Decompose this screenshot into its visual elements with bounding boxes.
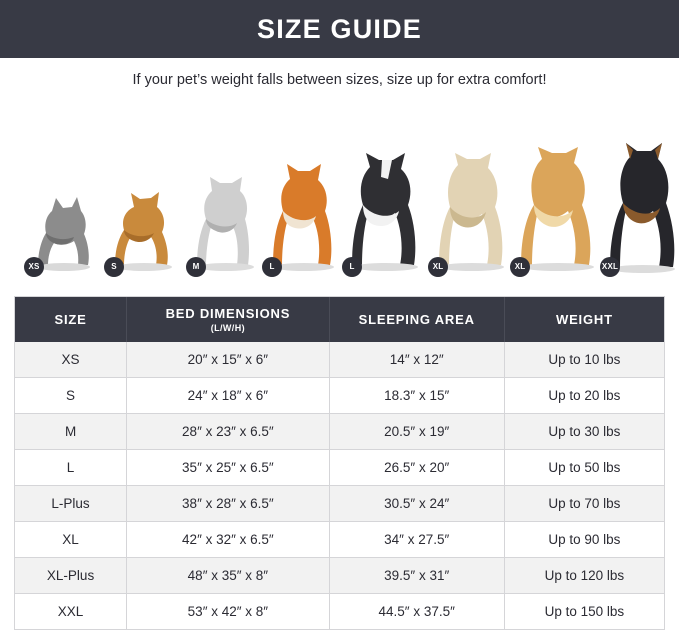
cell-sleeping-area: 44.5″ x 37.5″ [329, 594, 504, 630]
column-header-sleeping-area-label: SLEEPING AREA [358, 312, 475, 327]
cell-dimensions: 53″ x 42″ x 8″ [127, 594, 329, 630]
cell-dimensions: 24″ x 18″ x 6″ [127, 378, 329, 414]
labrador-silhouette [434, 151, 510, 273]
cell-sleeping-area: 34″ x 27.5″ [329, 522, 504, 558]
cell-dimensions: 20″ x 15″ x 6″ [127, 342, 329, 378]
size-table-header [15, 297, 664, 342]
pet-figure-xl-golden [514, 145, 602, 273]
table-row [15, 522, 664, 558]
pet-figure-l [266, 161, 342, 273]
cell-sleeping-area: 26.5″ x 20″ [329, 450, 504, 486]
cell-sleeping-area: 30.5″ x 24″ [329, 486, 504, 522]
pet-figure-s [108, 185, 182, 273]
cell-dimensions: 28″ x 23″ x 6.5″ [127, 414, 329, 450]
cell-weight: Up to 70 lbs [504, 486, 664, 522]
pet-badge-m: M [186, 257, 206, 277]
pet-silhouette-row [14, 128, 665, 273]
cell-size: XS [15, 342, 127, 378]
cell-sleeping-area: 20.5″ x 19″ [329, 414, 504, 450]
pet-figure-xxl [601, 143, 679, 273]
table-row [15, 594, 664, 630]
cell-sleeping-area: 18.3″ x 15″ [329, 378, 504, 414]
cell-weight: Up to 50 lbs [504, 450, 664, 486]
pet-figure-xl [432, 151, 512, 273]
cell-weight: Up to 150 lbs [504, 594, 664, 630]
column-header-weight [504, 297, 664, 342]
pet-badge-xl-golden: XL [510, 257, 530, 277]
cell-size: S [15, 378, 127, 414]
cell-size: L-Plus [15, 486, 127, 522]
cell-sleeping-area: 14″ x 12″ [329, 342, 504, 378]
cell-weight: Up to 10 lbs [504, 342, 664, 378]
column-header-weight-label: WEIGHT [556, 312, 613, 327]
column-header-bed-dimensions-sub: (L/W/H) [210, 323, 246, 333]
cell-size: M [15, 414, 127, 450]
cell-size: XL-Plus [15, 558, 127, 594]
doberman-silhouette [606, 143, 679, 273]
table-row [15, 414, 664, 450]
french-bulldog-silhouette [192, 173, 260, 273]
table-row [15, 378, 664, 414]
pet-figure-l-collie [346, 151, 426, 273]
pet-badge-xxl: XXL [600, 257, 620, 277]
cell-size: XXL [15, 594, 127, 630]
column-header-size [15, 297, 127, 342]
table-header-row [15, 297, 664, 342]
column-header-bed-dimensions [127, 297, 329, 342]
cell-dimensions: 42″ x 32″ x 6.5″ [127, 522, 329, 558]
size-table-body [15, 342, 664, 629]
shiba-inu-silhouette [268, 161, 340, 273]
column-header-sleeping-area [329, 297, 504, 342]
cell-sleeping-area: 39.5″ x 31″ [329, 558, 504, 594]
pet-figure-xs [28, 193, 100, 273]
cell-size: XL [15, 522, 127, 558]
header-bar [0, 0, 679, 58]
cell-weight: Up to 30 lbs [504, 414, 664, 450]
table-row [15, 450, 664, 486]
page-title: SIZE GUIDE [256, 13, 423, 44]
subtitle-text: If your pet’s weight falls between sizes, size up for extra comfort! [132, 72, 547, 88]
column-header-bed-dimensions-label: BED DIMENSIONS [165, 306, 291, 321]
cell-weight: Up to 20 lbs [504, 378, 664, 414]
cell-size: L [15, 450, 127, 486]
table-row [15, 486, 664, 522]
cell-dimensions: 48″ x 35″ x 8″ [127, 558, 329, 594]
pet-badge-s: S [104, 257, 124, 277]
size-table [15, 297, 664, 629]
table-row [15, 342, 664, 378]
cell-weight: Up to 90 lbs [504, 522, 664, 558]
cell-dimensions: 35″ x 25″ x 6.5″ [127, 450, 329, 486]
pet-badge-xl: XL [428, 257, 448, 277]
pet-badge-l: L [262, 257, 282, 277]
border-collie-silhouette [348, 151, 424, 273]
table-row [15, 558, 664, 594]
pet-badge-xs: XS [24, 257, 44, 277]
size-table-wrapper [14, 296, 665, 630]
pet-badge-l-collie: L [342, 257, 362, 277]
pet-figure-m [190, 173, 262, 273]
golden-retriever-silhouette [516, 145, 600, 273]
cell-weight: Up to 120 lbs [504, 558, 664, 594]
cell-dimensions: 38″ x 28″ x 6.5″ [127, 486, 329, 522]
column-header-size-label: SIZE [54, 312, 87, 327]
